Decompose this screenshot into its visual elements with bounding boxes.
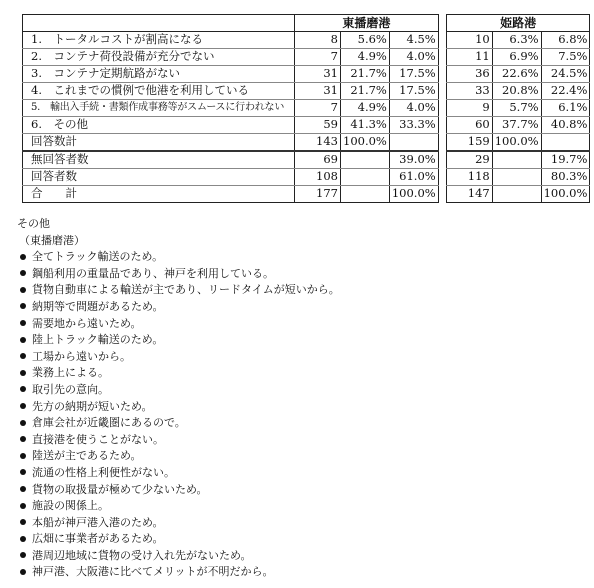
himeji-value-0: 118 (446, 169, 492, 186)
bullet-icon (20, 453, 26, 459)
bullet-icon (20, 469, 26, 475)
row-label: 1. トータルコストが割高になる (23, 32, 295, 49)
notes-heading: その他 (17, 217, 50, 230)
note-text: 需要地から遠いため。 (32, 316, 142, 330)
higashiharima-value-1 (341, 169, 390, 186)
note-item (17, 349, 340, 366)
note-item (17, 564, 340, 581)
note-text: 広畑に事業者があるため。 (32, 532, 164, 546)
himeji-value-1: 5.7% (492, 100, 541, 117)
bullet-icon (20, 519, 26, 525)
himeji-value-2: 6.8% (541, 32, 590, 49)
bullet-icon (20, 370, 26, 376)
bullet-icon (20, 270, 26, 276)
bullet-icon (20, 569, 26, 575)
survey-table (22, 14, 590, 203)
higashiharima-value-1: 4.9% (341, 100, 390, 117)
higashiharima-value-0: 69 (295, 151, 341, 169)
note-text: 神戸港、大阪港に比べてメリットが不明だから。 (32, 565, 274, 579)
note-item (17, 316, 340, 333)
note-item (17, 548, 340, 565)
note-item (17, 531, 340, 548)
himeji-value-1 (492, 186, 541, 203)
note-item (17, 465, 340, 482)
note-item (17, 382, 340, 399)
row-label: 合 計 (23, 186, 295, 203)
higashiharima-value-2: 4.0% (389, 100, 438, 117)
higashiharima-value-1: 21.7% (341, 83, 390, 100)
himeji-value-2: 7.5% (541, 49, 590, 66)
survey-table-body (23, 15, 590, 203)
bullet-icon (20, 420, 26, 426)
bullet-icon (20, 353, 26, 359)
himeji-value-1: 100.0% (492, 134, 541, 152)
note-text: 本船が神戸港入港のため。 (32, 515, 164, 529)
himeji-value-0: 159 (446, 134, 492, 152)
note-text: 施設の関係上。 (32, 499, 109, 513)
note-item (17, 299, 340, 316)
himeji-value-1: 6.9% (492, 49, 541, 66)
himeji-value-2: 19.7% (541, 151, 590, 169)
bullet-icon (20, 254, 26, 260)
higashiharima-value-1 (341, 186, 390, 203)
port-header-higashiharima: 東播磨港 (295, 15, 439, 32)
higashiharima-value-2: 4.0% (389, 49, 438, 66)
higashiharima-value-0: 7 (295, 100, 341, 117)
row-label: 6. その他 (23, 117, 295, 134)
no-answer-row (23, 151, 590, 169)
bullet-icon (20, 503, 26, 509)
himeji-value-2 (541, 134, 590, 152)
bullet-icon (20, 486, 26, 492)
row-label: 回答者数 (23, 169, 295, 186)
reason-row-5 (23, 100, 590, 117)
higashiharima-value-2: 17.5% (389, 66, 438, 83)
bullet-icon (20, 320, 26, 326)
himeji-value-0: 10 (446, 32, 492, 49)
row-label: 回答数計 (23, 134, 295, 152)
bullet-icon (20, 337, 26, 343)
header-corner-cell (23, 15, 295, 32)
higashiharima-value-1: 21.7% (341, 66, 390, 83)
higashiharima-value-0: 31 (295, 66, 341, 83)
grand-total-row (23, 186, 590, 203)
note-text: 工場から遠いから。 (32, 349, 131, 363)
higashiharima-value-2: 100.0% (389, 186, 438, 203)
higashiharima-value-0: 143 (295, 134, 341, 152)
note-text: 港周辺地域に貨物の受け入れ先がないため。 (32, 548, 252, 562)
note-item (17, 515, 340, 532)
higashiharima-value-0: 177 (295, 186, 341, 203)
higashiharima-value-0: 31 (295, 83, 341, 100)
row-label: 3. コンテナ定期航路がない (23, 66, 295, 83)
note-text: 納期等で問題があるため。 (32, 299, 164, 313)
higashiharima-value-1: 100.0% (341, 134, 390, 152)
higashiharima-value-1 (341, 151, 390, 169)
himeji-value-1: 37.7% (492, 117, 541, 134)
bullet-icon (20, 287, 26, 293)
note-item (17, 266, 340, 283)
note-text: 貨物自動車による輸送が主であり、リードタイムが短いから。 (32, 283, 340, 297)
row-label: 5. 輸出入手続・書類作成事務等がスムースに行われない (23, 100, 295, 117)
higashiharima-value-0: 59 (295, 117, 341, 134)
himeji-value-0: 9 (446, 100, 492, 117)
higashiharima-value-1: 5.6% (341, 32, 390, 49)
himeji-value-2: 80.3% (541, 169, 590, 186)
note-text: 業務上による。 (32, 366, 109, 380)
bullet-icon (20, 303, 26, 309)
himeji-value-1: 20.8% (492, 83, 541, 100)
note-text: 鋼船利用の重量品であり、神戸を利用している。 (32, 266, 274, 280)
note-item (17, 249, 340, 266)
himeji-value-1: 22.6% (492, 66, 541, 83)
higashiharima-value-2: 4.5% (389, 32, 438, 49)
note-item (17, 332, 340, 349)
higashiharima-value-2 (389, 134, 438, 152)
himeji-value-0: 11 (446, 49, 492, 66)
himeji-value-0: 33 (446, 83, 492, 100)
port-header-himeji: 姫路港 (446, 15, 590, 32)
himeji-value-1 (492, 169, 541, 186)
reason-row-4 (23, 83, 590, 100)
note-text: 貨物の取扱量が極めて少ないため。 (32, 482, 208, 496)
himeji-value-0: 147 (446, 186, 492, 203)
note-item (17, 448, 340, 465)
higashiharima-value-1: 41.3% (341, 117, 390, 134)
note-text: 倉庫会社が近畿圏にあるので。 (32, 416, 186, 430)
himeji-value-2: 6.1% (541, 100, 590, 117)
bullet-icon (20, 403, 26, 409)
note-item (17, 482, 340, 499)
higashiharima-value-2: 17.5% (389, 83, 438, 100)
note-text: 陸上トラック輸送のため。 (32, 333, 164, 347)
note-item (17, 282, 340, 299)
notes-section (17, 216, 340, 581)
bullet-icon (20, 436, 26, 442)
higashiharima-value-1: 4.9% (341, 49, 390, 66)
row-label: 無回答者数 (23, 151, 295, 169)
note-text: 直接港を使うことがない。 (32, 432, 164, 446)
row-label: 2. コンテナ荷役設備が充分でない (23, 49, 295, 66)
notes-subheading: （東播磨港） (19, 233, 85, 247)
respondents-row (23, 169, 590, 186)
himeji-value-0: 60 (446, 117, 492, 134)
higashiharima-value-0: 8 (295, 32, 341, 49)
himeji-value-2: 100.0% (541, 186, 590, 203)
bullet-icon (20, 552, 26, 558)
note-text: 全てトラック輸送のため。 (32, 250, 164, 264)
bullet-icon (20, 536, 26, 542)
himeji-value-2: 40.8% (541, 117, 590, 134)
bullet-icon (20, 386, 26, 392)
note-item (17, 415, 340, 432)
total-answers-row (23, 134, 590, 152)
table-header-row (23, 15, 590, 32)
note-text: 陸送が主であるため。 (32, 449, 142, 463)
note-item (17, 432, 340, 449)
note-text: 流通の性格上利便性がない。 (32, 465, 175, 479)
row-label: 4. これまでの慣例で他港を利用している (23, 83, 295, 100)
reason-row-6 (23, 117, 590, 134)
himeji-value-0: 36 (446, 66, 492, 83)
higashiharima-value-2: 39.0% (389, 151, 438, 169)
note-item (17, 365, 340, 382)
higashiharima-value-0: 7 (295, 49, 341, 66)
himeji-value-2: 22.4% (541, 83, 590, 100)
reason-row-3 (23, 66, 590, 83)
note-text: 先方の納期が短いため。 (32, 399, 153, 413)
reason-row-1 (23, 32, 590, 49)
himeji-value-1 (492, 151, 541, 169)
note-text: 取引先の意向。 (32, 382, 109, 396)
himeji-value-1: 6.3% (492, 32, 541, 49)
higashiharima-value-2: 61.0% (389, 169, 438, 186)
note-item (17, 399, 340, 416)
himeji-value-2: 24.5% (541, 66, 590, 83)
higashiharima-value-2: 33.3% (389, 117, 438, 134)
note-item (17, 498, 340, 515)
notes-list (17, 249, 340, 581)
himeji-value-0: 29 (446, 151, 492, 169)
higashiharima-value-0: 108 (295, 169, 341, 186)
reason-row-2 (23, 49, 590, 66)
